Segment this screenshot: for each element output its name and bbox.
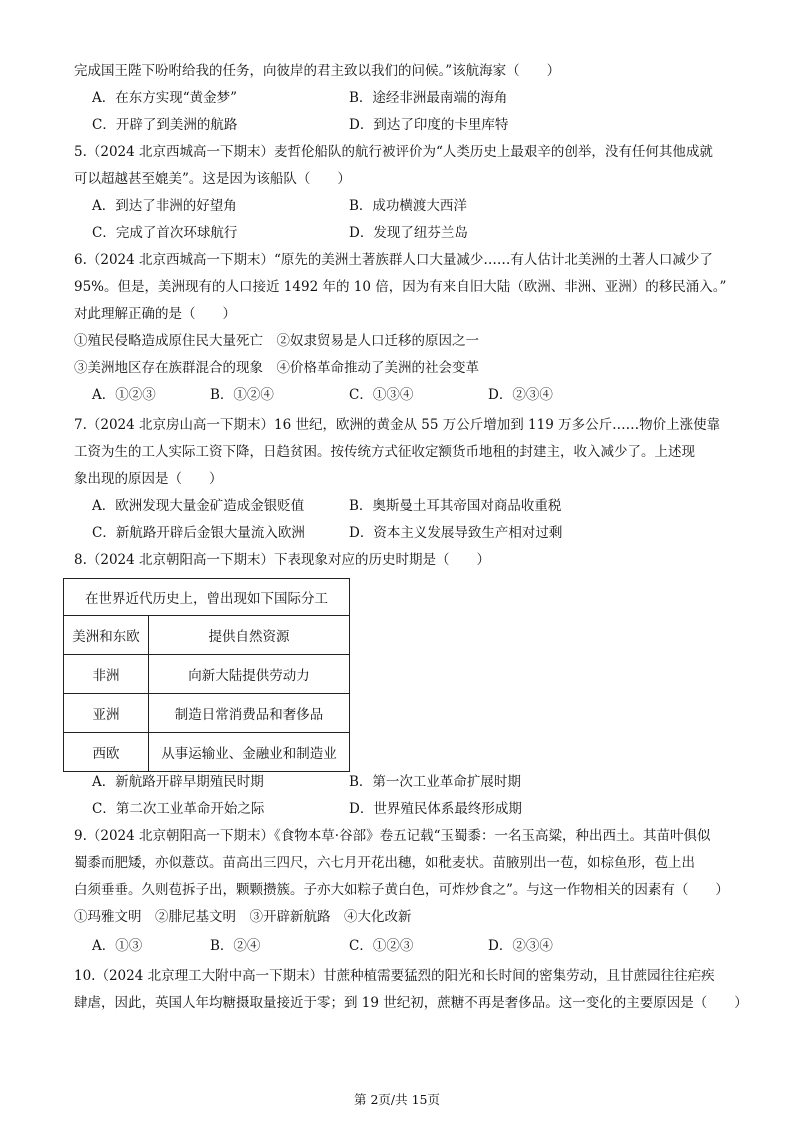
q5-option-d[interactable]: D．发现了纽芬兰岛 (349, 225, 468, 241)
q5-option-b[interactable]: B．成功横渡大西洋 (349, 198, 467, 214)
table-cell-role: 从事运输业、金融业和制造业 (149, 733, 350, 772)
q7-line-1: 7.（2024 北京房山高一下期末）16 世纪，欧洲的黄金从 55 万公斤增加到 119 万多公斤……物价上涨使靠 (74, 417, 721, 433)
q6-statement-1: ①殖民侵略造成原住民大量死亡 ②奴隶贸易是人口迁移的原因之一 (74, 333, 479, 349)
q5-line-1: 5.（2024 北京西城高一下期末）麦哲伦船队的航行被评价为“人类历史上最艰辛的创举，没有任何其他成就 (74, 144, 713, 160)
q9-line-2: 蜀黍而肥矮，亦似薏苡。苗高出三四尺，六七月开花出穗，如秕麦状。苗腋别出一苞，如棕鱼形，苞上出 (74, 855, 695, 871)
table-cell-role: 提供自然资源 (149, 616, 350, 655)
q5-option-a[interactable]: A．到达了非洲的好望角 (92, 198, 237, 214)
table-cell-region: 亚洲 (64, 694, 149, 733)
q8-line: 8.（2024 北京朝阳高一下期末）下表现象对应的历史时期是（ ） (74, 552, 491, 568)
table-title-row (64, 579, 350, 616)
table-cell-region: 美洲和东欧 (64, 616, 149, 655)
q9-line-3: 白须垂垂。久则苞拆子出，颗颗攒簇。子亦大如粽子黄白色，可炸炒食之”。与这一作物相关的因素有（ ） (74, 882, 729, 898)
q7-line-2: 工资为生的工人实际工资下降，日趋贫困。按传统方式征收定额货币地租的封建主，收入减少了。上述现 (74, 444, 695, 460)
q6-option-b[interactable]: B．①②④ (210, 387, 274, 403)
q7-option-b[interactable]: B．奥斯曼土耳其帝国对商品收重税 (349, 498, 562, 514)
table-row (64, 733, 350, 772)
q6-option-a[interactable]: A．①②③ (92, 387, 156, 403)
table-cell-role: 制造日常消费品和奢侈品 (149, 694, 350, 733)
division-of-labor-table (63, 578, 350, 772)
page-number: 第 2页/共 15页 (353, 1092, 441, 1107)
q6-line-1: 6.（2024 北京西城高一下期末）“原先的美洲土著族群人口大量减少……有人估计北美洲的土著人口减少了 (74, 252, 713, 268)
q6-option-d[interactable]: D．②③④ (488, 387, 553, 403)
q8-option-a[interactable]: A．新航路开辟早期殖民时期 (92, 774, 264, 790)
q8-option-b[interactable]: B．第一次工业革命扩展时期 (349, 774, 521, 790)
q10-line-1: 10.（2024 北京理工大附中高一下期末）甘蔗种植需要猛烈的阳光和长时间的密集劳动，且甘蔗园往往疟疾 (74, 968, 715, 984)
q7-line-3: 象出现的原因是（ ） (74, 471, 223, 487)
q6-statement-2: ③美洲地区存在族群混合的现象 ④价格革命推动了美洲的社会变革 (74, 360, 479, 376)
q4-option-a[interactable]: A．在东方实现“黄金梦” (92, 90, 238, 106)
table-row (64, 655, 350, 694)
q7-option-a[interactable]: A．欧洲发现大量金矿造成金银贬值 (92, 498, 305, 514)
q10-line-2: 肆虐，因此，英国人年均糖摄取量接近于零；到 19 世纪初，蔗糖不再是奢侈品。这一变化的主要原因是（ ） (74, 995, 748, 1011)
q6-line-2: 95%。但是，美洲现有的人口接近 1492 年的 10 倍，因为有来自旧大陆（欧洲、非洲、亚洲）的移民涌入。” (74, 279, 727, 295)
q6-option-c[interactable]: C．①③④ (349, 387, 414, 403)
q9-line-1: 9.（2024 北京朝阳高一下期末）《食物本草·谷部》卷五记载“玉蜀黍：一名玉高粱，种出西土。其苗叶俱似 (74, 828, 711, 844)
q9-option-b[interactable]: B．②④ (210, 938, 261, 954)
q9-option-a[interactable]: A．①③ (92, 938, 143, 954)
q5-option-c[interactable]: C．完成了首次环球航行 (92, 225, 238, 241)
table-row (64, 616, 350, 655)
q9-option-d[interactable]: D．②③④ (488, 938, 553, 954)
q9-option-c[interactable]: C．①②③ (349, 938, 414, 954)
q5-line-2: 可以超越甚至媲美”。这是因为该船队（ ） (74, 171, 351, 187)
q8-option-d[interactable]: D．世界殖民体系最终形成期 (349, 801, 522, 817)
table-cell-region: 西欧 (64, 733, 149, 772)
q4-text: 完成国王陛下吩咐给我的任务，向彼岸的君主致以我们的问候。”该航海家（ ） (74, 63, 561, 79)
q7-option-d[interactable]: D．资本主义发展导致生产相对过剩 (349, 525, 563, 541)
q4-option-c[interactable]: C．开辟了到美洲的航路 (92, 117, 238, 133)
q6-line-3: 对此理解正确的是（ ） (74, 306, 236, 322)
q8-option-c[interactable]: C．第二次工业革命开始之际 (92, 801, 265, 817)
table-title: 在世界近代历史上，曾出现如下国际分工 (64, 579, 350, 616)
table-cell-region: 非洲 (64, 655, 149, 694)
q9-statements: ①玛雅文明 ②腓尼基文明 ③开辟新航路 ④大化改新 (74, 909, 412, 925)
q4-option-d[interactable]: D．到达了印度的卡里库特 (349, 117, 509, 133)
q7-option-c[interactable]: C．新航路开辟后金银大量流入欧洲 (92, 525, 305, 541)
table-cell-role: 向新大陆提供劳动力 (149, 655, 350, 694)
table-row (64, 694, 350, 733)
q4-option-b[interactable]: B．途经非洲最南端的海角 (349, 90, 508, 106)
